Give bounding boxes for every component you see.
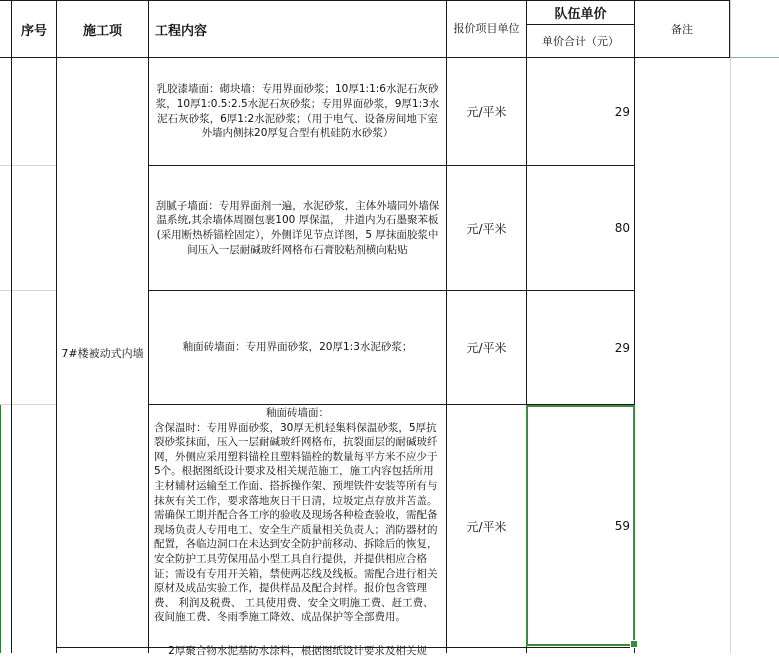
row-4-price[interactable]: 59 <box>614 519 630 533</box>
row-5-content[interactable] <box>149 645 446 657</box>
gridline <box>730 0 731 653</box>
header-index[interactable]: 序号 <box>20 23 47 39</box>
fill-handle[interactable] <box>630 640 638 648</box>
row-2-remark[interactable] <box>635 166 729 290</box>
header-remark[interactable]: 备注 <box>671 23 693 36</box>
work-item-group-label[interactable]: 7#楼被动式内墙 <box>61 347 144 360</box>
header-content[interactable]: 工程内容 <box>155 23 208 39</box>
header-work-item[interactable]: 施工项 <box>82 23 122 39</box>
gridline <box>0 404 56 405</box>
header-price-total[interactable]: 单价合计（元） <box>542 35 619 48</box>
row-3-price[interactable]: 29 <box>614 340 630 355</box>
gridline <box>0 290 56 291</box>
selection-indicator <box>0 405 1 653</box>
header-unit[interactable]: 报价项目单位 <box>453 22 520 35</box>
row-4-content[interactable] <box>149 405 446 647</box>
row-4-content-title: 釉面砖墙面： <box>266 407 329 419</box>
row-1-unit[interactable]: 元/平米 <box>466 105 507 119</box>
row-4-unit[interactable]: 元/平米 <box>466 519 507 534</box>
row-4-remark[interactable] <box>635 405 729 647</box>
row-2-content[interactable]: 刮腻子墙面：专用界面剂一遍，水泥砂浆，主体外墙同外墙保温系统,其余墙体周圈包裹100 厚保温， 井道内为石墨聚苯板(采用断热桥锚栓固定），外侧详见节点详图，5 厚抹面胶浆中间压入一层耐碱玻纤网格布石膏胶粘剂横向粘贴 <box>155 199 440 256</box>
row-2-unit[interactable]: 元/平米 <box>466 221 507 236</box>
row-1-price[interactable]: 29 <box>614 104 630 119</box>
row-1-content[interactable]: 乳胶漆墙面：砌块墙：专用界面砂浆；10厚1:1:6水泥石灰砂浆，10厚1:0.5:2.5水泥石灰砂浆；专用界面砂浆，9厚1:3水泥石灰砂浆，6厚1:2水泥砂浆；（用于电气、设备房间地下室外墙内侧抹20厚复合型有机硅防水砂浆） <box>155 83 440 140</box>
row-3-remark[interactable] <box>635 291 729 404</box>
row-4-content-text: 含保温时：专用界面砂浆，30厚无机轻集料保温砂浆，5厚抗裂砂浆抹面，压入一层耐碱玻纤网格布，抗裂面层的耐碱玻纤网，外侧应采用塑料锚栓且塑料锚栓的数量每平方米不应少于5个。根据图纸设计要求及相关规范施工，施工内容包括所用主材辅材运输至工作面、搭拆操作架、预埋铁件安装等所有与抹灰有关工作，要求落地灰日干日清，垃圾定点存放并苫盖。需确保工期并配合各工序的验收及现场各种检查验收，需配备现场负责人专用电工、安全生产质量相关负责人；消防器材的配置，各临边洞口在未达到安全防护前移动、拆除后的恢复，安全防护工具劳保用品小型工具自行提供，并提供相应合格证；需设有专用开关箱，禁使两芯线及线板。需配合进行相关原材及成品实验工作，提供样品及配合封样。报价包含管理费、 利润及税费、 工具使用费、安全文明施工费、赶工费、夜间施工费、冬雨季施工降效、成品保护等全部费用。 <box>154 421 438 624</box>
gridline <box>0 165 56 166</box>
row-3-content[interactable]: 釉面砖墙面：专用界面砂浆，20厚1:3水泥砂浆； <box>182 341 413 354</box>
border <box>11 0 12 653</box>
row-5-content-text: 2厚聚合物水泥基防水涂料，根据图纸设计要求及相关规 <box>168 645 427 657</box>
border <box>729 0 730 58</box>
row-2-price[interactable]: 80 <box>614 221 630 235</box>
row-1-remark[interactable] <box>635 58 729 165</box>
row-3-unit[interactable]: 元/平米 <box>466 341 507 355</box>
active-cell-selection[interactable] <box>526 405 635 646</box>
header-team-price[interactable]: 队伍单价 <box>554 7 607 22</box>
